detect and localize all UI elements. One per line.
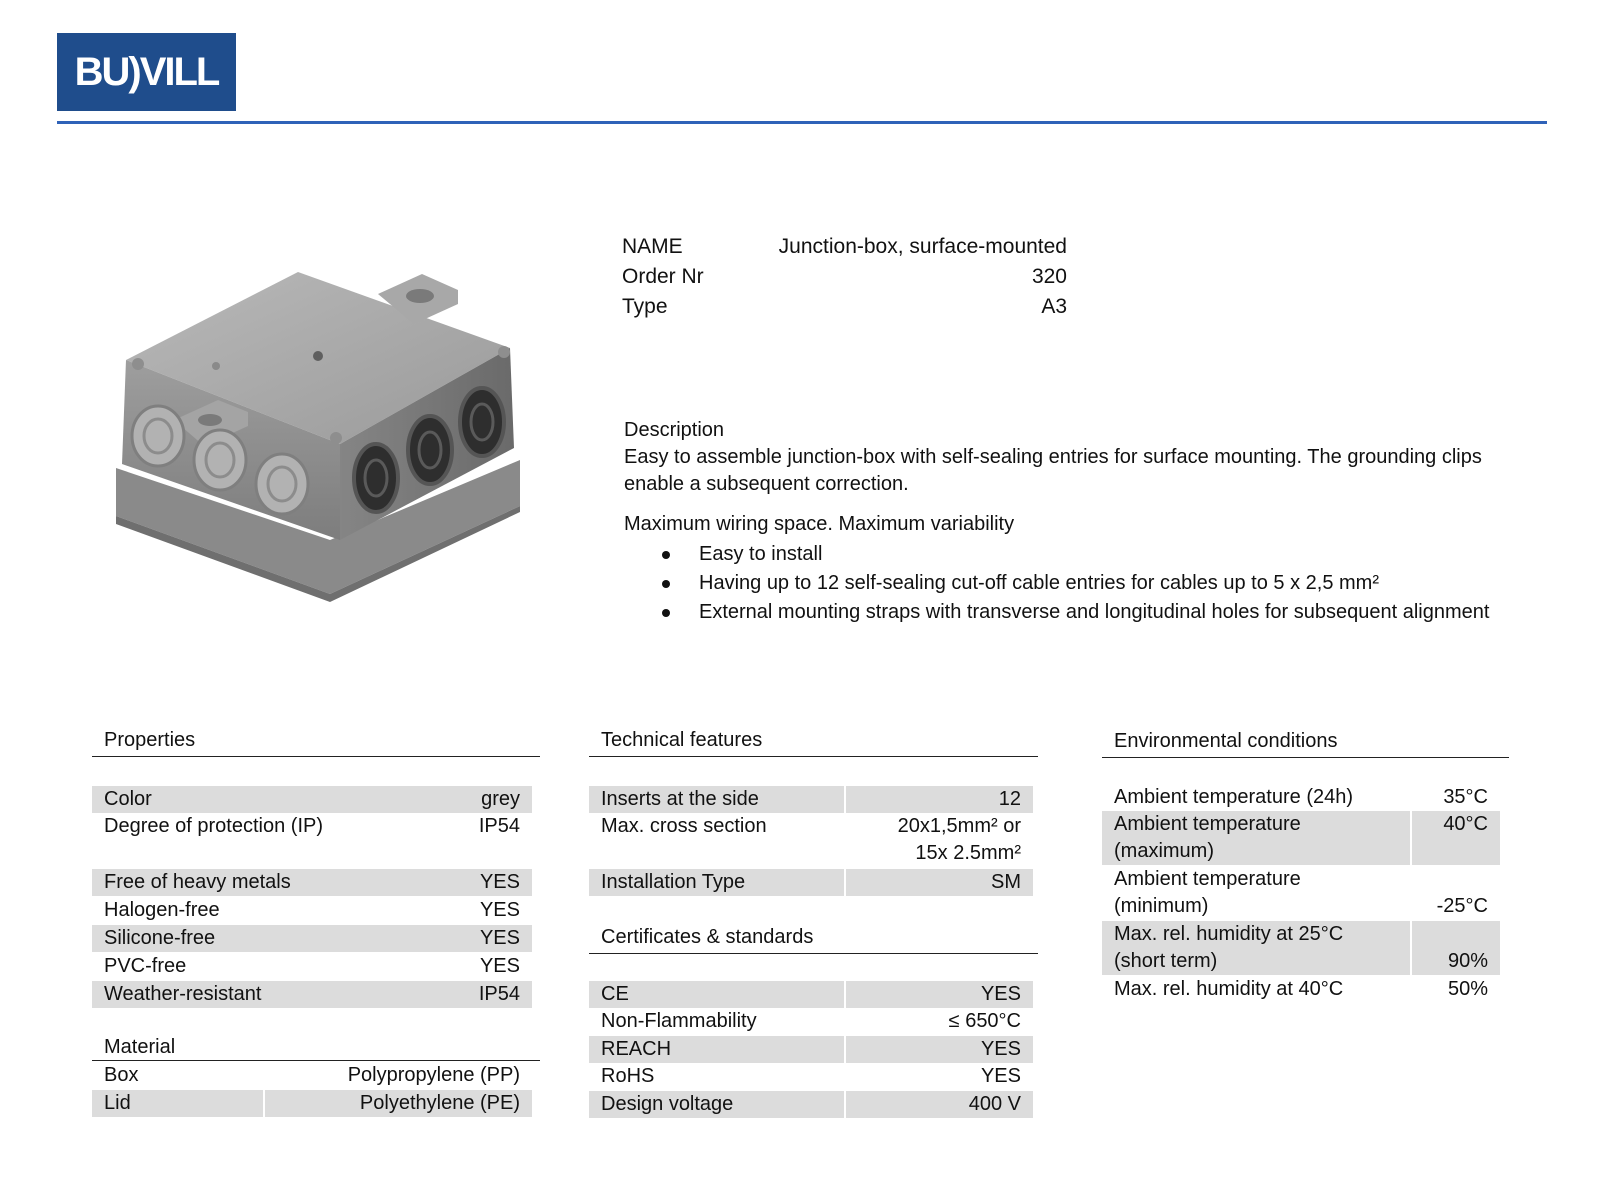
row-value: 40°C (1443, 813, 1488, 835)
row-value-line2: 15x 2.5mm² (915, 842, 1021, 864)
table-row (1102, 784, 1500, 811)
table-row (1102, 921, 1500, 975)
row-label: Installation Type (601, 871, 746, 893)
list-item-text: Having up to 12 self-sealing cut-off cable entries for cables up to 5 x 2,5 mm² (699, 572, 1379, 594)
environment-title: Environmental conditions (1102, 727, 1509, 758)
row-value: 12 (998, 788, 1021, 810)
table-row (589, 786, 1033, 813)
bullet-dot-icon (662, 580, 670, 588)
brand-logo (57, 33, 236, 111)
table-row (92, 897, 532, 924)
cell-divider (844, 869, 846, 896)
row-label: RoHS (601, 1065, 655, 1087)
row-value: -25°C (1436, 895, 1488, 917)
table-row (92, 1062, 532, 1089)
list-item-text: Easy to install (699, 543, 823, 565)
id-row-order (622, 265, 1067, 294)
id-label: Type (622, 295, 668, 318)
row-label: Color (104, 788, 152, 810)
id-label: NAME (622, 235, 683, 258)
table-row (1102, 866, 1500, 920)
cell-divider (844, 786, 846, 813)
table-row (589, 1008, 1033, 1035)
row-label: Ambient temperature (1114, 868, 1301, 890)
brand-logo-text: BU)VILL (74, 50, 219, 94)
row-label: Inserts at the side (601, 788, 759, 810)
row-value: 90% (1447, 950, 1488, 972)
cell-divider (844, 981, 846, 1008)
id-value: A3 (1041, 295, 1067, 318)
table-row (589, 1063, 1033, 1090)
list-item-text: External mounting straps with transverse and longitudinal holes for subsequent alignment (699, 601, 1490, 623)
row-value: grey (481, 788, 520, 810)
id-row-name (622, 235, 1067, 264)
technical-title: Technical features (589, 726, 1038, 757)
table-row (92, 953, 532, 980)
id-label: Order Nr (622, 265, 704, 288)
row-value: IP54 (478, 815, 520, 837)
row-value: YES (980, 1038, 1021, 1060)
row-label: Max. rel. humidity at 25°C (1114, 923, 1344, 945)
row-value: YES (479, 899, 520, 921)
row-value: YES (479, 927, 520, 949)
junction-box-image (108, 268, 538, 613)
cell-divider (844, 1091, 846, 1118)
row-label: Free of heavy metals (104, 871, 291, 893)
row-label-line2: (maximum) (1114, 840, 1214, 862)
bullet-dot-icon (662, 551, 670, 559)
material-title: Material (92, 1034, 540, 1061)
row-value: Polypropylene (PP) (347, 1064, 520, 1086)
table-row (1102, 811, 1500, 865)
description-section (624, 417, 1544, 627)
properties-title: Properties (92, 726, 540, 757)
id-row-type (622, 295, 1067, 324)
row-value: YES (980, 983, 1021, 1005)
row-label: Degree of protection (IP) (104, 815, 323, 837)
row-value: SM (991, 871, 1021, 893)
row-label: Halogen-free (104, 899, 220, 921)
list-item (624, 540, 1544, 569)
certificates-title: Certificates & standards (589, 923, 1038, 954)
feature-list (624, 540, 1544, 627)
description-subheading: Maximum wiring space. Maximum variability (624, 513, 1015, 535)
row-value: Polyethylene (PE) (359, 1092, 520, 1114)
row-value: YES (479, 871, 520, 893)
table-row (589, 1036, 1033, 1063)
list-item (624, 569, 1544, 598)
table-row (589, 1091, 1033, 1118)
row-label: REACH (601, 1038, 672, 1060)
id-value: Junction-box, surface-mounted (778, 235, 1067, 258)
list-item (624, 598, 1544, 627)
row-value: YES (479, 955, 520, 977)
row-label-line2: (short term) (1114, 950, 1218, 972)
row-label: Non-Flammability (601, 1010, 757, 1032)
row-value: 400 V (968, 1093, 1021, 1115)
row-value: ≤ 650°C (948, 1010, 1021, 1032)
row-label: Max. cross section (601, 815, 767, 837)
row-value: 35°C (1443, 786, 1488, 808)
row-value: YES (980, 1065, 1021, 1087)
row-label-line2: (minimum) (1114, 895, 1209, 917)
row-label: PVC-free (104, 955, 187, 977)
table-row (1102, 976, 1500, 1003)
table-row (92, 1090, 532, 1117)
cell-divider (844, 1036, 846, 1063)
row-value: IP54 (478, 983, 520, 1005)
table-row (92, 869, 532, 896)
table-row (589, 981, 1033, 1008)
row-label: Box (104, 1064, 139, 1086)
row-label: Weather-resistant (104, 983, 262, 1005)
table-row (92, 925, 532, 952)
id-value: 320 (1031, 265, 1067, 288)
bullet-dot-icon (662, 609, 670, 617)
table-row (92, 786, 532, 813)
description-text: Easy to assemble junction-box with self-sealing entries for surface mounting. The grounding clips enable a subsequent correction. (624, 446, 1482, 495)
cell-divider (1410, 811, 1412, 865)
row-value: 50% (1447, 978, 1488, 1000)
row-label: CE (601, 983, 629, 1005)
table-row (92, 813, 532, 867)
cell-divider (263, 1090, 265, 1117)
row-label: Ambient temperature (24h) (1114, 786, 1354, 808)
row-label: Silicone-free (104, 927, 216, 949)
table-row (589, 813, 1033, 867)
header-divider (57, 121, 1547, 124)
row-label: Ambient temperature (1114, 813, 1301, 835)
table-row (92, 981, 532, 1008)
row-label: Max. rel. humidity at 40°C (1114, 978, 1344, 1000)
table-row (589, 869, 1033, 896)
row-label: Lid (104, 1092, 131, 1114)
cell-divider (1410, 921, 1412, 975)
row-label: Design voltage (601, 1093, 734, 1115)
description-heading: Description (624, 419, 725, 441)
row-value: 20x1,5mm² or (897, 815, 1021, 837)
